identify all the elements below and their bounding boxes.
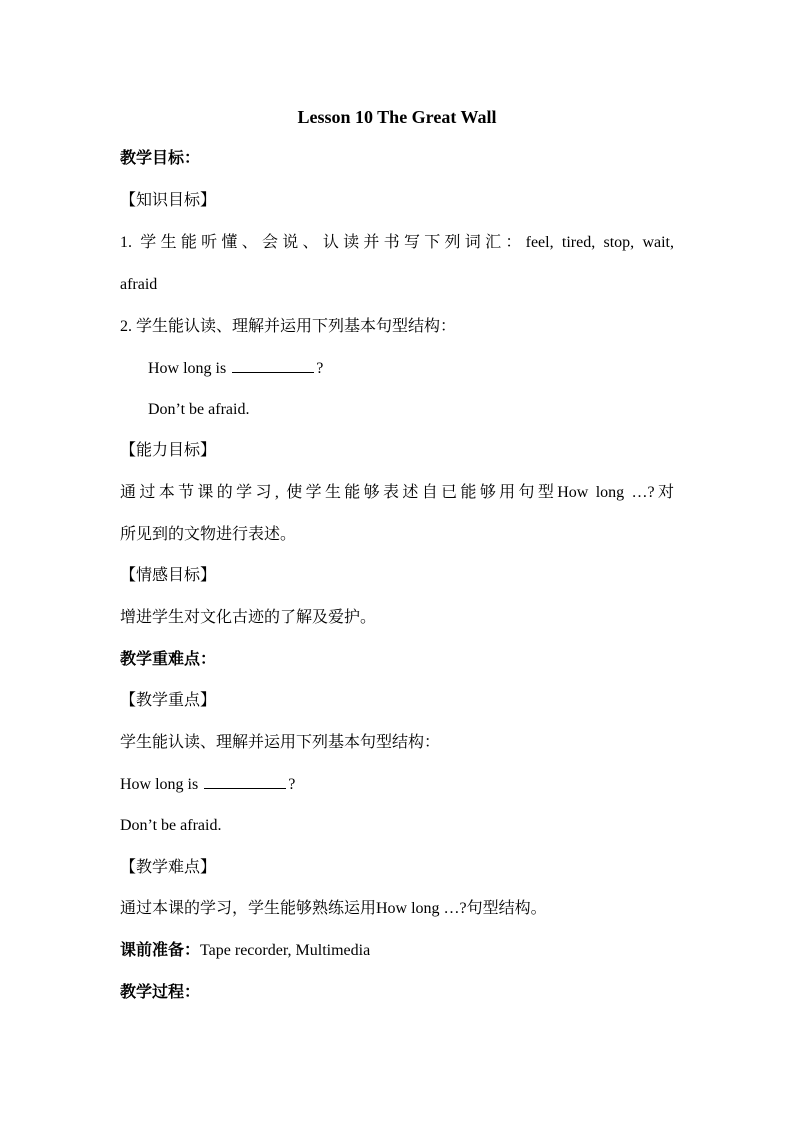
emotion-heading: 【情感目标】 (120, 567, 217, 584)
key-pattern2: Don’t be afraid. (120, 817, 222, 834)
key-heading: 【教学重点】 (120, 692, 217, 709)
difficult-heading: 【教学难点】 (120, 859, 217, 876)
key-pattern1-blank (204, 774, 286, 789)
document-title: Lesson 10 The Great Wall (297, 107, 497, 127)
ability-line1: 通过本节课的学习, 使学生能够表述自已能够用句型How long …?对 (120, 484, 674, 501)
item2-text: 2. 学生能认读、理解并运用下列基本句型结构： (120, 318, 457, 335)
key-pattern1-prefix: How long is (120, 776, 199, 793)
knowledge-heading: 【知识目标】 (120, 192, 217, 209)
pattern2: Don’t be afraid. (148, 401, 250, 418)
objectives-heading: 教学目标： (120, 150, 201, 167)
pattern1-blank (232, 358, 314, 373)
prep-label: 课前准备： (120, 942, 201, 959)
pattern1-suffix: ? (316, 360, 324, 377)
emotion-text: 增进学生对文化古迹的了解及爱护。 (120, 609, 377, 626)
item1-line2: afraid (120, 276, 158, 293)
item1-line1: 1. 学生能听懂、会说、认读并书写下列词汇：feel, tired, stop, wait, (120, 234, 674, 251)
process-heading: 教学过程： (120, 984, 201, 1001)
difficult-text: 通过本课的学习，学生能够熟练运用How long …?句型结构。 (120, 900, 547, 917)
key-text: 学生能认读、理解并运用下列基本句型结构： (120, 734, 441, 751)
key-pattern1-suffix: ? (288, 776, 296, 793)
pattern1-prefix: How long is (148, 360, 227, 377)
prep-line (120, 941, 370, 961)
ability-line2: 所见到的文物进行表述。 (120, 526, 297, 543)
ability-heading: 【能力目标】 (120, 442, 217, 459)
pattern1 (148, 358, 323, 379)
prep-text: Tape recorder, Multimedia (200, 942, 371, 959)
key-difficult-heading: 教学重难点： (120, 651, 217, 668)
key-pattern1 (120, 774, 295, 795)
